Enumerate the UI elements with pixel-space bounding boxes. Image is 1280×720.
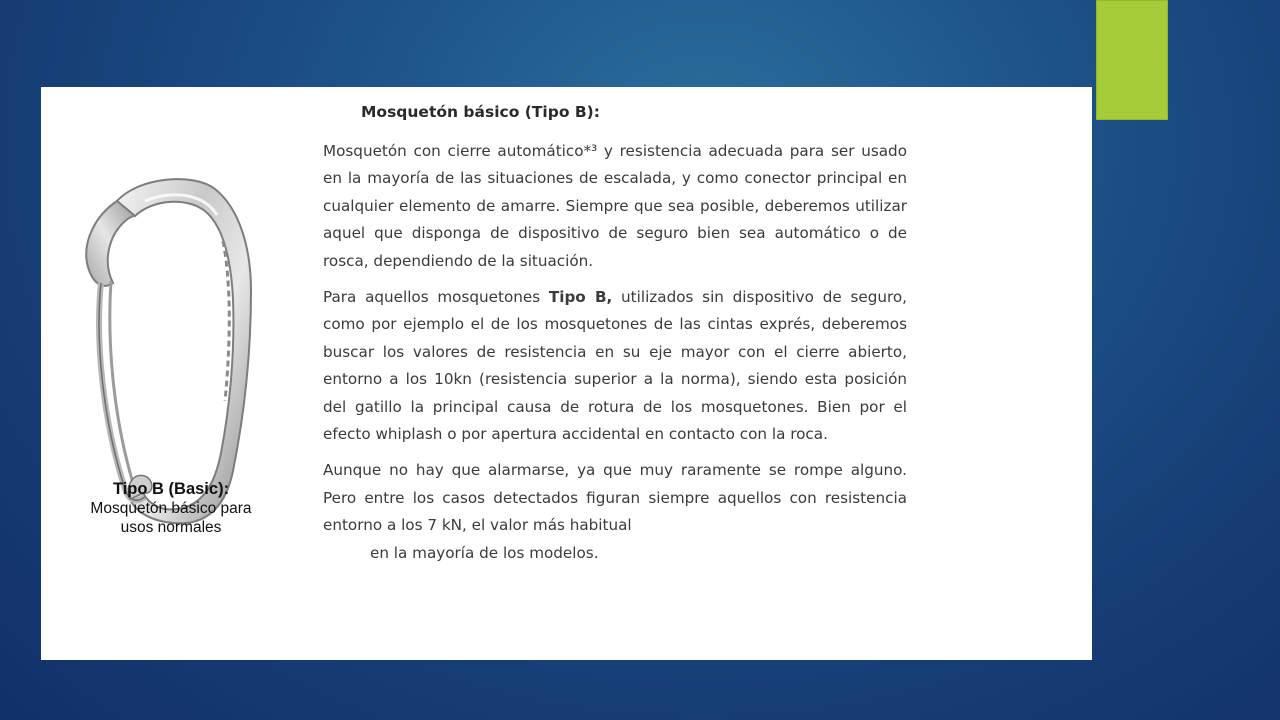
paragraph-2-body: utilizados sin dispositivo de seguro, como por ejemplo el de los mosquetones de las cintas exprés, deberemos buscar los valores de resistencia en su eje mayor con el cierre abierto, entorno a los 10kn (resistencia superior a la norma), siendo esta posición del gatillo la principal causa de rotura de los mosquetones. Bien por el efecto whiplash o por apertura accidental en contacto con la roca.: [323, 288, 907, 444]
paragraph-2-intro: Para aquellos mosquetones: [323, 288, 549, 307]
article-title: Mosquetón básico (Tipo B):: [361, 103, 600, 121]
figure-caption: [65, 480, 277, 537]
paragraph-1: Mosquetón con cierre automático*³ y resistencia adecuada para ser usado en la mayoría de las situaciones de escalada, y como conector principal en cualquier elemento de amarre. Siempre que sea posible, deberemos utilizar aquel que disponga de dispositivo de seguro bien sea automático o de rosca, dependiendo de la situación.: [323, 142, 907, 270]
paragraph-3-body: Aunque no hay que alarmarse, ya que muy raramente se rompe alguno. Pero entre los casos detectados figuran siempre aquellos con resistencia entorno a los 7 kN, el valor más habitual: [323, 461, 907, 535]
carabiner-figure: [41, 87, 331, 660]
paragraph-3-tail: en la mayoría de los modelos.: [370, 543, 599, 562]
content-panel: [41, 87, 1092, 660]
paragraph-3: [323, 457, 907, 567]
caption-line-2: usos normales: [120, 519, 222, 536]
accent-bar: [1096, 0, 1168, 120]
paragraph-2: [323, 284, 907, 448]
paragraph-2-bold-term: Tipo B,: [548, 288, 613, 307]
article: [323, 99, 907, 567]
caption-title: Tipo B (Basic):: [112, 480, 230, 498]
caption-line-1: Mosquetón básico para: [90, 500, 252, 517]
